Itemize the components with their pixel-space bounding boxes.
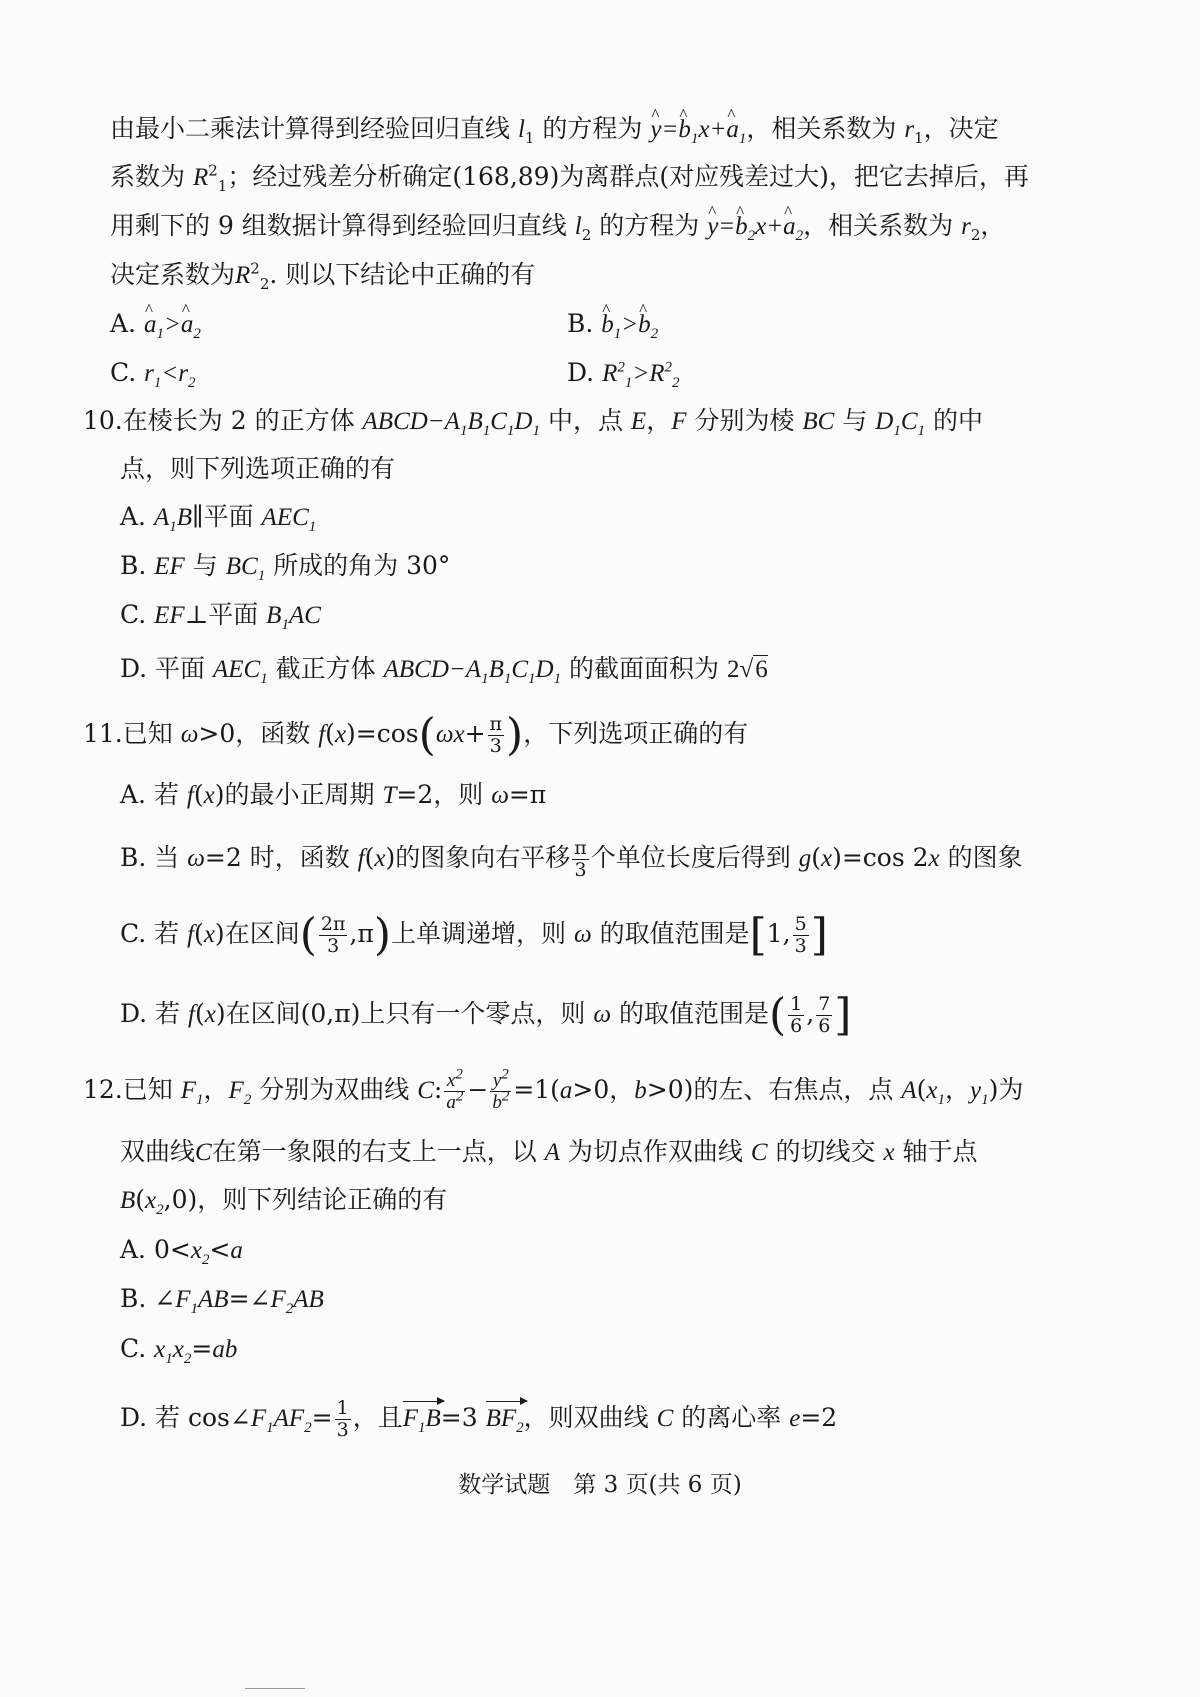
q9-line-4: 决定系数为$R^2_2$. 则以下结论中正确的有: [110, 259, 536, 293]
q11-option-c: C. 若 f(x)在区间( $\frac{2\pi}{3}$ ,π)上单调递增，则 ω 的取值范围是[1, $\frac{5}{3}$ ]: [120, 909, 828, 961]
q10-option-d: D. 平面 $AEC_1$ 截正方体 $ABCD-A_1B_1C_1D_1$ 的截面面积为 2√6: [120, 654, 768, 687]
q12-stem-line-1: 12.已知 $F_1$，$F_2$ 分别为双曲线 C: $\frac{x^2}{a^2}$ − $\frac{y^2}{b^2}$ =1(a>0，b>0)的左、右焦点，点 $A(x_1$，$y_1$)为: [83, 1066, 1024, 1113]
q12-option-c: C. $x_1x_2=ab$: [120, 1334, 238, 1367]
q10-option-c: C. EF⊥平面 $B_1AC$: [120, 600, 321, 633]
q11-number: 11.: [83, 719, 123, 748]
q9-option-a: A. ^ $a_1>\^{}$ $a_2$: [110, 307, 201, 342]
q11-stem: 11.已知 ω>0，函数 f(x)=cos(ωx+ $\frac{\pi}{3}$ )，下列选项正确的有: [83, 709, 749, 761]
q10-number: 10.: [83, 406, 123, 435]
q12-option-d: D. 若 $\cos\angle F_1AF_2=$ $\frac{1}{3}$ ，且$F_1B=3$ $BF_2$，则双曲线 C 的离心率 e=2: [120, 1397, 838, 1441]
q11-option-b: B. 当 ω=2 时，函数 f(x)的图象向右平移 $\frac{\pi}{3}$ 个单位长度后得到 g(x)=cos 2x 的图象: [120, 837, 1023, 881]
q12-number: 12.: [83, 1075, 123, 1104]
q9-option-d: D. $R^2_1>R^2_2$: [567, 358, 680, 391]
q10-option-b: B. EF 与 $BC_1$ 所成的角为 30°: [120, 551, 451, 584]
q12-option-a: A. $0<x_2<a$: [120, 1235, 243, 1268]
q10-option-a: A. $A_1B\parallel$平面 $AEC_1$: [120, 502, 317, 535]
q9-line-3: 用剩下的 9 组数据计算得到经验回归直线 $l_2$ 的方程为 ^ y=^ $b_2x+\^{}$ $a_2$，相关系数为 $r_2$，: [110, 209, 1005, 244]
scan-mark: [245, 1688, 305, 1689]
q10-stem-line-2: 点，则下列选项正确的有: [120, 454, 396, 483]
q9-line-2: 系数为 $R^2_1$；经过残差分析确定(168,89)为离群点(对应残差过大)，把它去掉后，再: [110, 161, 1029, 195]
q12-stem-line-2: 双曲线C在第一象限的右支上一点，以 A 为切点作双曲线 C 的切线交 x 轴于点: [120, 1137, 978, 1166]
q10-stem-line-1: 10.在棱长为 2 的正方体 $ABCD-A_1B_1C_1D_1$ 中，点 E，F 分别为棱 BC 与 $D_1C_1$ 的中: [83, 406, 983, 439]
q12-stem-line-3: $B(x_2,0)$，则下列结论正确的有: [120, 1185, 448, 1218]
q12-option-b: B. $\angle F_1AB=\angle F_2AB$: [120, 1284, 324, 1317]
q11-option-a: A. 若 f(x)的最小正周期 T=2，则 ω=π: [120, 780, 547, 809]
q9-option-c: C. $r_1<r_2$: [110, 358, 196, 391]
page-footer: 数学试题 第 3 页(共 6 页): [458, 1472, 742, 1498]
q9-option-b: B. ^ $b_1>\^{}$ $b_2$: [567, 307, 658, 342]
q11-option-d: D. 若 f(x)在区间(0,π)上只有一个零点，则 ω 的取值范围是( $\frac{1}{6}$ , $\frac{7}{6}$ ]: [120, 989, 852, 1041]
q9-line-1: 由最小二乘法计算得到经验回归直线 $l_1$ 的方程为 ^ y=^ $b_1x+\^{}$ $a_1$，相关系数为 $r_1$，决定: [110, 112, 999, 147]
